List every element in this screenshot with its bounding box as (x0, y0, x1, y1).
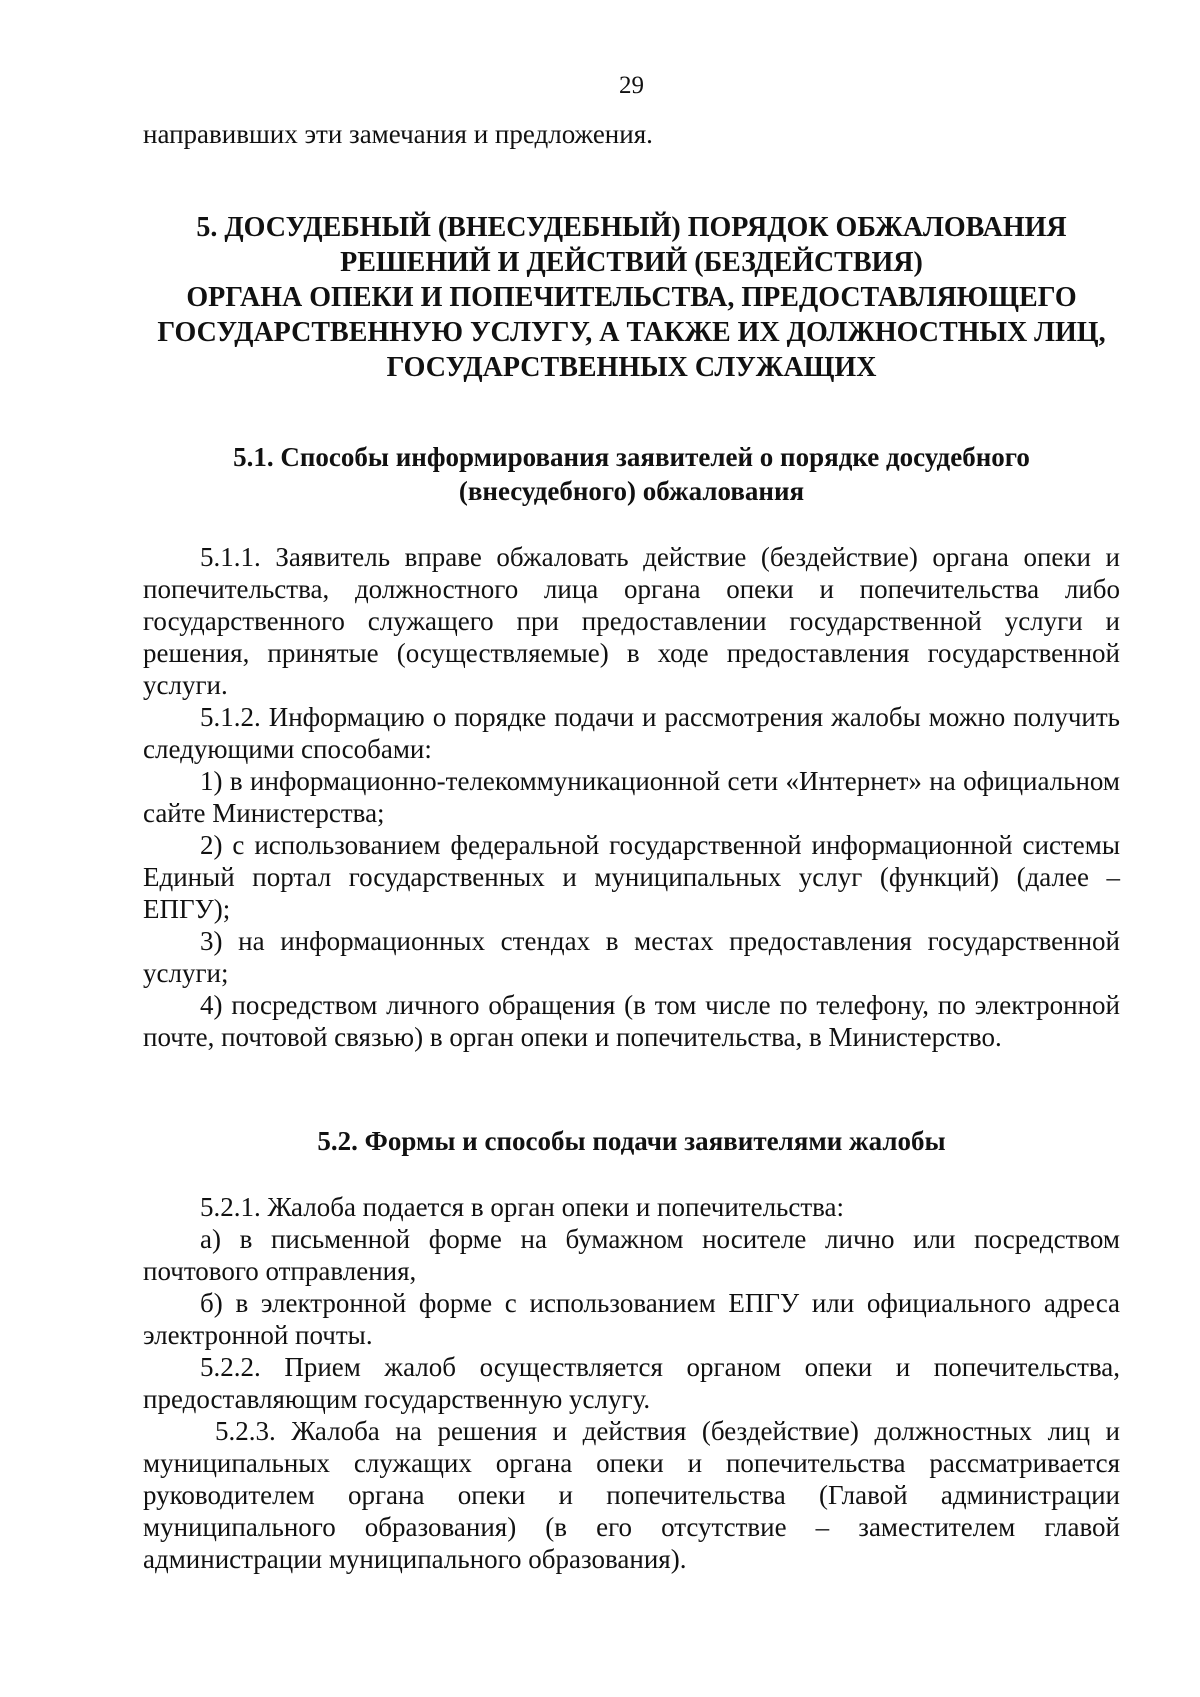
paragraph: 5.1.1. Заявитель вправе обжаловать действие (бездействие) органа опеки и попечительства, должностного лица органа опеки и попечительства либо государственного служащего при предоставлении государственной услуги и решения, принятые (осуществляемые) в ходе предоставления государственной услуги. (143, 542, 1120, 700)
paragraph: 5.1.2. Информацию о порядке подачи и рассмотрения жалобы можно получить следующими способами: (143, 702, 1120, 764)
section-title-line: 5. ДОСУДЕБНЫЙ (ВНЕСУДЕБНЫЙ) ПОРЯДОК ОБЖАЛОВАНИЯ (196, 212, 1067, 243)
section-title (143, 210, 1120, 385)
page-number: 29 (619, 72, 644, 99)
paragraph: 5.2.2. Прием жалоб осуществляется органом опеки и попечительства, предоставляющим государственную услугу. (143, 1352, 1120, 1414)
subsection-5-1-body (143, 541, 1120, 1053)
paragraph: 5.2.1. Жалоба подается в орган опеки и попечительства: (200, 1192, 845, 1222)
section-title-line: РЕШЕНИЙ И ДЕЙСТВИЙ (БЕЗДЕЙСТВИЯ) (340, 247, 923, 278)
subsection-title-line: (внесудебного) обжалования (458, 476, 805, 506)
list-item: 2) с использованием федеральной государственной информационной системы Единый портал государственных и муниципальных услуг (функций) (далее – ЕПГУ); (143, 830, 1120, 924)
list-item: а) в письменной форме на бумажном носителе лично или посредством почтового отправления, (143, 1224, 1120, 1286)
subsection-5-1-title (143, 440, 1120, 508)
continuation-text: направивших эти замечания и предложения. (143, 119, 653, 149)
list-item: б) в электронной форме с использованием ЕПГУ или официального адреса электронной почты. (143, 1288, 1120, 1350)
subsection-5-2-body (143, 1191, 1120, 1575)
section-title-line: ОРГАНА ОПЕКИ И ПОПЕЧИТЕЛЬСТВА, ПРЕДОСТАВЛЯЮЩЕГО (186, 282, 1077, 313)
paragraph: 5.2.3. Жалоба на решения и действия (бездействие) должностных лиц и муниципальных служащих органа опеки и попечительства рассматривается руководителем органа опеки и попечительства (Главой администрации муниципального образования) (в его отсутствие – заместителем главой администрации муниципального образования). (143, 1416, 1120, 1574)
section-title-line: ГОСУДАРСТВЕННЫХ СЛУЖАЩИХ (386, 352, 877, 383)
section-title-line: ГОСУДАРСТВЕННУЮ УСЛУГУ, А ТАКЖЕ ИХ ДОЛЖНОСТНЫХ ЛИЦ, (157, 317, 1106, 348)
list-item: 1) в информационно-телекоммуникационной сети «Интернет» на официальном сайте Министерства; (143, 766, 1120, 828)
subsection-5-2-title: 5.2. Формы и способы подачи заявителями жалобы (317, 1126, 946, 1156)
list-item: 4) посредством личного обращения (в том числе по телефону, по электронной почте, почтовой связью) в орган опеки и попечительства, в Министерство. (143, 990, 1120, 1052)
subsection-title-line: 5.1. Способы информирования заявителей о порядке досудебного (233, 442, 1030, 472)
list-item: 3) на информационных стендах в местах предоставления государственной услуги; (143, 926, 1120, 988)
